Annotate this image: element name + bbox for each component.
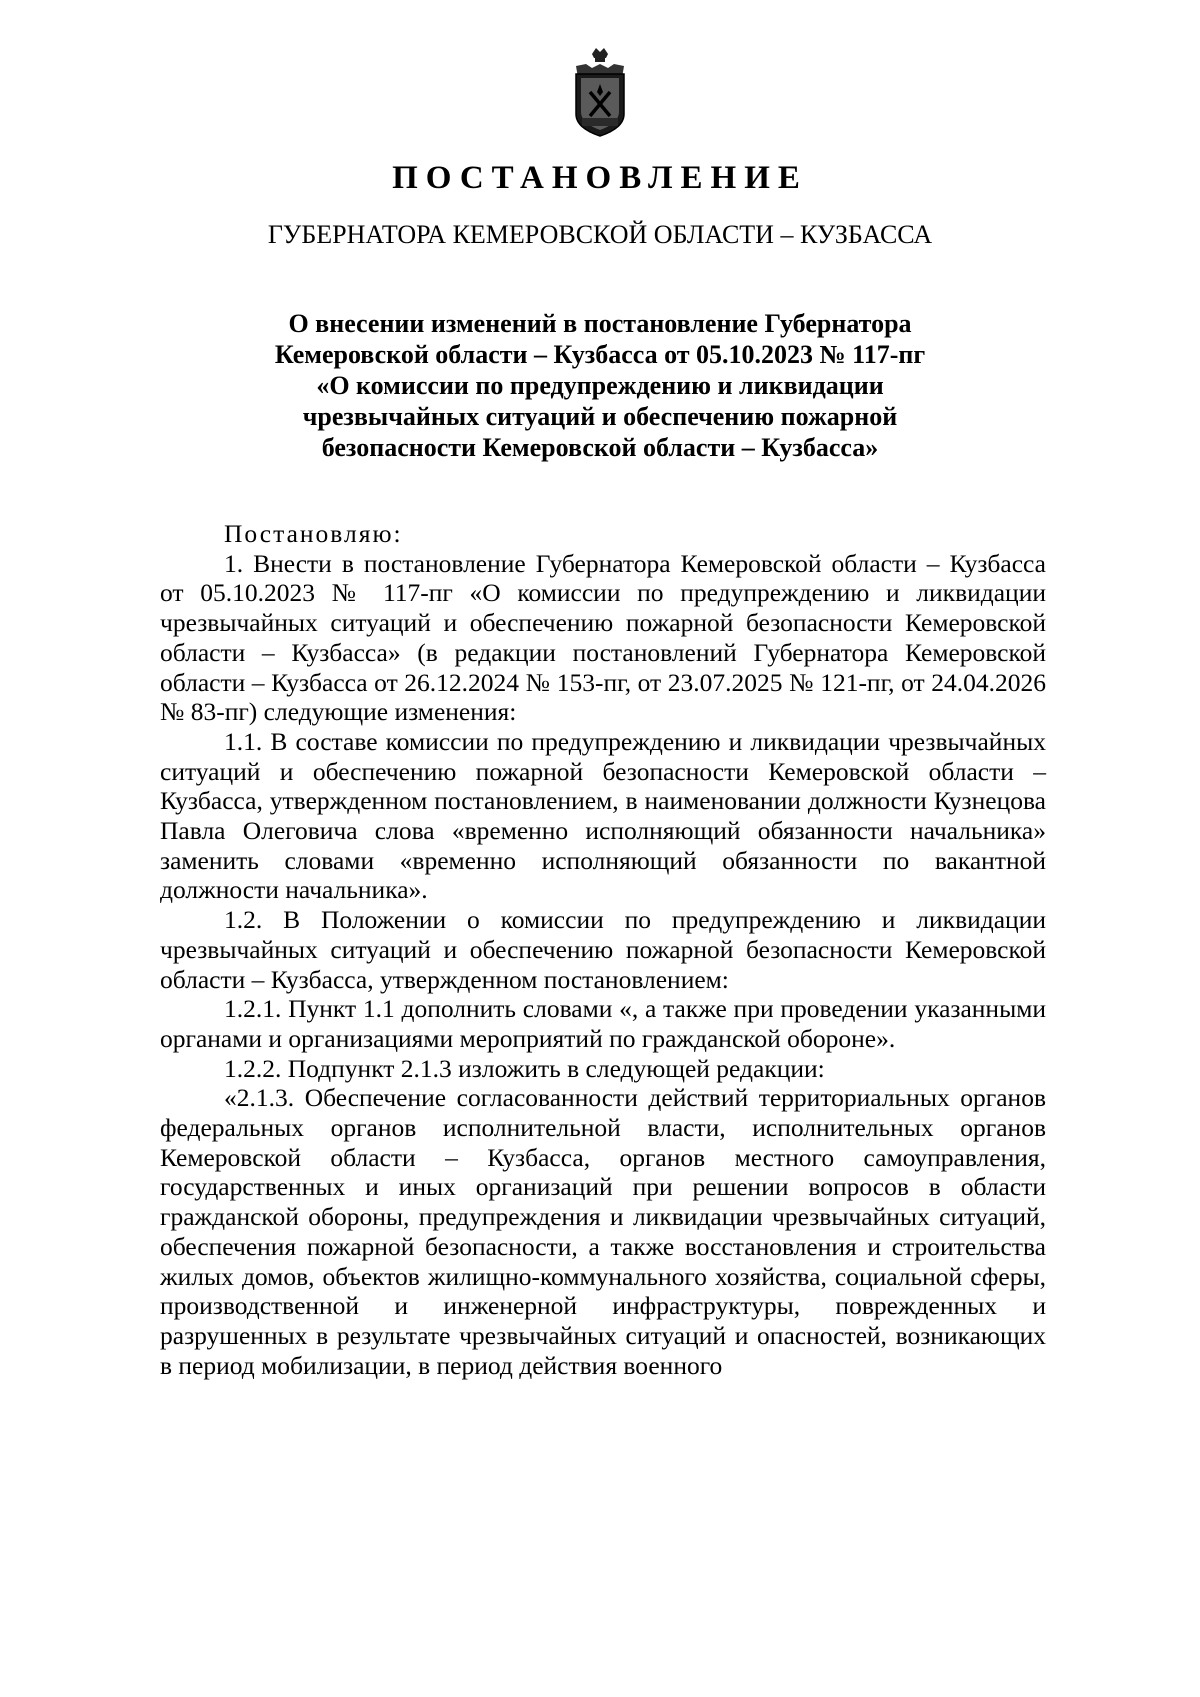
document-title: ПОСТАНОВЛЕНИЕ [392,160,808,196]
resolve-word: Постановляю: [224,519,403,548]
paragraph-2-1-3: «2.1.3. Обеспечение согласованности действий территориальных органов федеральных органов исполнительной власти, исполнительных органов Кемеровской области – Кузбасса, органов местного самоуправления, государственных и иных организаций при решении вопросов в области гражданской обороны, предупреждения и ликвидации чрезвычайных ситуаций, обеспечения пожарной безопасности, а также восстановления и строительства жилых домов, объектов жилищно-коммунального хозяйства, социальной сферы, производственной и инженерной инфраструктуры, поврежденных и разрушенных в результате чрезвычайных ситуаций и опасностей, возникающих в период мобилизации, в период действия военного [160,1083,1046,1380]
coat-of-arms-emblem [568,44,632,140]
heading-line: безопасности Кемеровской области – Кузбасса» [321,433,879,462]
heading-line: чрезвычайных ситуаций и обеспечению пожарной [302,402,898,431]
paragraph-1: 1. Внести в постановление Губернатора Кемеровской области – Кузбасса от 05.10.2023 № 117-пг «О комиссии по предупреждению и ликвидации чрезвычайных ситуаций и обеспечению пожарной безопасности Кемеровской области – Кузбасса» (в редакции постановлений Губернатора Кемеровской области – Кузбасса от 26.12.2024 № 153-пг, от 23.07.2025 № 121-пг, от 24.04.2026 № 83-пг) следующие изменения: [160,548,1046,727]
heading-line: Кемеровской области – Кузбасса от 05.10.2023 № 117-пг [274,340,926,369]
heading-line: «О комиссии по предупреждению и ликвидации [316,371,884,400]
paragraph-1-2: 1.2. В Положении о комиссии по предупреждению и ликвидации чрезвычайных ситуаций и обеспечению пожарной безопасности Кемеровской области – Кузбасса, утвержденном постановлением: [160,905,1046,994]
document-subtitle: ГУБЕРНАТОРА КЕМЕРОВСКОЙ ОБЛАСТИ – КУЗБАССА [267,220,933,249]
document-heading [160,308,1040,463]
paragraph-1-2-2: 1.2.2. Подпункт 2.1.3 изложить в следующей редакции: [224,1053,825,1083]
paragraph-1-1: 1.1. В составе комиссии по предупреждению и ликвидации чрезвычайных ситуаций и обеспечению пожарной безопасности Кемеровской области – Кузбасса, утвержденном постановлением, в наименовании должности Кузнецова Павла Олеговича слова «временно исполняющий обязанности начальника» заменить словами «временно исполняющий обязанности по вакантной должности начальника». [160,726,1046,905]
heading-line: О внесении изменений в постановление Губернатора [288,309,912,338]
paragraph-1-2-1: 1.2.1. Пункт 1.1 дополнить словами «, а также при проведении указанными органами и организациями мероприятий по гражданской обороне». [160,994,1046,1053]
document-body [160,519,1046,1380]
